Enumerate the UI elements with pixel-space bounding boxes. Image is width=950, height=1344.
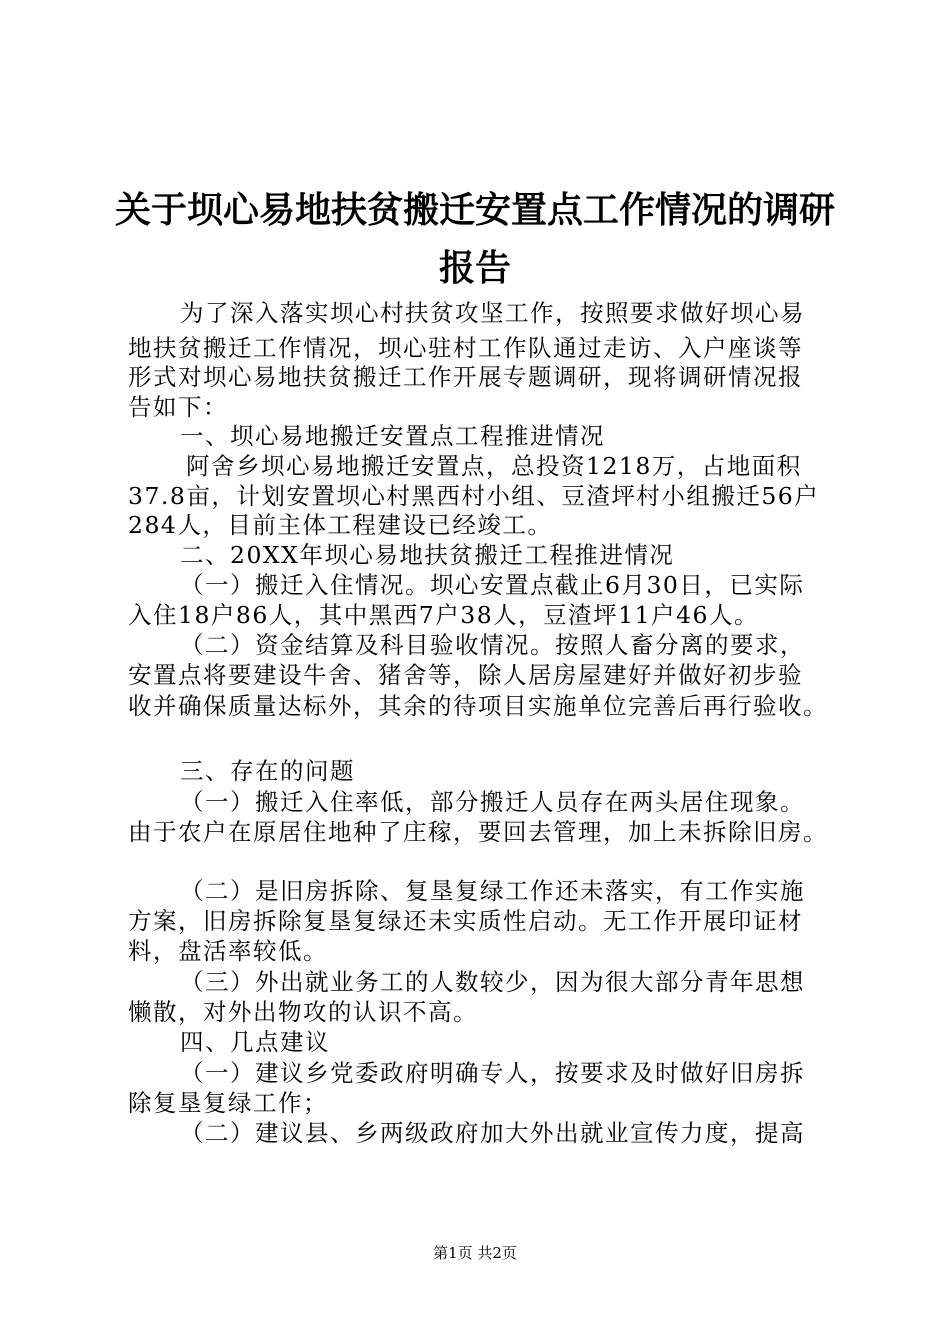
body-line-3: 形式对坝心易地扶贫搬迁工作开展专题调研，现将调研情况报 bbox=[128, 363, 803, 391]
body-line-14: 由于农户在原居住地种了庄稼，要回去管理，加上未拆除旧房。 bbox=[128, 818, 828, 846]
body-line-10: （二）资金结算及科目验收情况。按照人畜分离的要求， bbox=[180, 631, 805, 659]
page-footer: 第1页 共2页 bbox=[433, 1244, 517, 1262]
body-line-4: 告如下： bbox=[128, 393, 228, 421]
body-line-8: （一）搬迁入住情况。坝心安置点截止6月30日，已实际 bbox=[180, 571, 805, 599]
body-line-1: 为了深入落实坝心村扶贫攻坚工作，按照要求做好坝心易 bbox=[180, 299, 805, 327]
body-line-6: 37.8亩，计划安置坝心村黑西村小组、豆渣坪村小组搬迁56户 bbox=[128, 482, 820, 510]
body-line-18: （三）外出就业务工的人数较少，因为很大部分青年思想 bbox=[180, 968, 805, 996]
section-heading-4: 四、几点建议 bbox=[180, 1028, 330, 1056]
body-line-19: 懒散，对外出物攻的认识不高。 bbox=[128, 998, 478, 1026]
document-title-line-2: 报告 bbox=[438, 247, 511, 289]
body-line-15: （二）是旧房拆除、复垦复绿工作还未落实，有工作实施 bbox=[180, 877, 805, 905]
body-line-17: 料，盘活率较低。 bbox=[128, 937, 328, 965]
section-heading-3: 三、存在的问题 bbox=[180, 757, 355, 785]
section-heading-2: 二、20XX年坝心易地扶贫搬迁工程推进情况 bbox=[180, 541, 675, 569]
body-line-16: 方案，旧房拆除复垦复绿还未实质性启动。无工作开展印证材 bbox=[128, 907, 803, 935]
body-line-9: 入住18户86人，其中黑西7户38人，豆渣坪11户46人。 bbox=[128, 601, 759, 629]
body-line-20: （一）建议乡党委政府明确专人，按要求及时做好旧房拆 bbox=[180, 1059, 805, 1087]
body-line-13: （一）搬迁入住率低，部分搬迁人员存在两头居住现象。 bbox=[180, 788, 805, 816]
section-heading-1: 一、坝心易地搬迁安置点工程推进情况 bbox=[180, 422, 605, 450]
body-line-7: 284人，目前主体工程建设已经竣工。 bbox=[128, 511, 553, 539]
body-line-12: 收并确保质量达标外，其余的待项目实施单位完善后再行验收。 bbox=[128, 692, 828, 720]
body-line-2: 地扶贫搬迁工作情况，坝心驻村工作队通过走访、入户座谈等 bbox=[128, 334, 803, 362]
body-line-5: 阿舍乡坝心易地搬迁安置点，总投资1218万，占地面积 bbox=[186, 452, 802, 480]
body-line-11: 安置点将要建设牛舍、猪舍等，除人居房屋建好并做好初步验 bbox=[128, 661, 803, 689]
body-line-21: 除复垦复绿工作； bbox=[128, 1089, 328, 1117]
body-line-22: （二）建议县、乡两级政府加大外出就业宣传力度，提高 bbox=[180, 1119, 805, 1147]
document-title-line-1: 关于坝心易地扶贫搬迁安置点工作情况的调研 bbox=[114, 189, 835, 231]
